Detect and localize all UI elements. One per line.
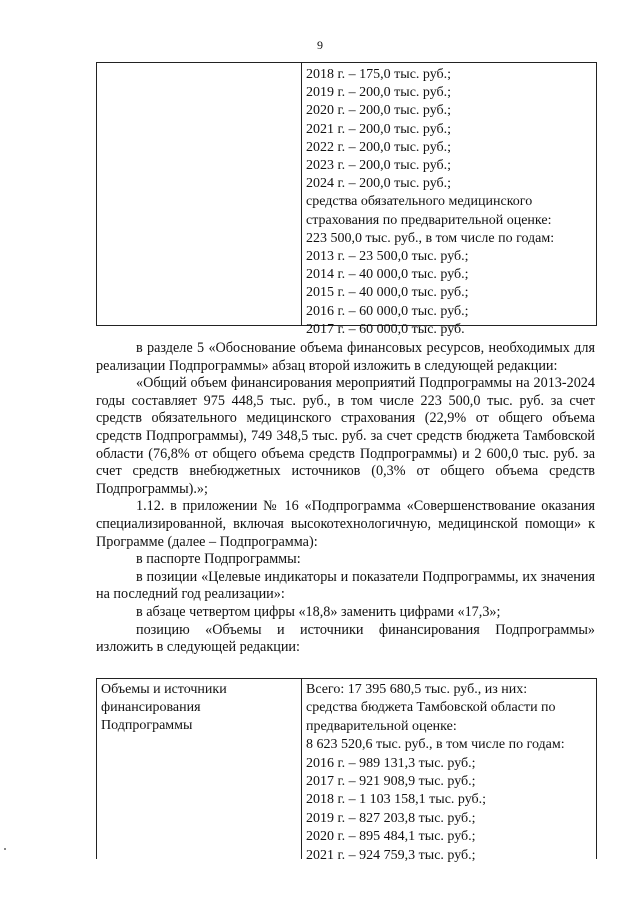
table-line: 2018 г. – 1 103 158,1 тыс. руб.; — [306, 792, 487, 808]
table-right-cell — [306, 66, 590, 339]
table-line: 2020 г. – 200,0 тыс. руб.; — [306, 103, 452, 119]
table-line: 2017 г. – 60 000,0 тыс. руб. — [306, 321, 465, 337]
table-line: Подпрограммы — [101, 718, 193, 733]
table-line: 2024 г. – 200,0 тыс. руб.; — [306, 176, 452, 192]
table-line: 2014 г. – 40 000,0 тыс. руб.; — [306, 267, 469, 283]
paragraph-item-1-12: 1.12. в приложении № 16 «Подпрограмма «Совершенствование оказания специализированной, включая высокотехнологичную, медицинской помощи» к Программе (далее – Подпрограмма): — [96, 498, 595, 550]
table-line: страхования по предварительной оценке: — [306, 212, 552, 228]
paragraph-passport: в паспорте Подпрограммы: — [136, 551, 301, 568]
table-line: 8 623 520,6 тыс. руб., в том числе по годам: — [306, 737, 565, 753]
table-column-divider — [301, 63, 302, 325]
table-line: 2021 г. – 924 759,3 тыс. руб.; — [306, 847, 476, 863]
paragraph-quote: «Общий объем финансирования мероприятий Подпрограммы на 2013-2024 годы составляет 975 448,5 тыс. руб., в том числе 223 500,0 тыс. руб. за счет средств обязательного медицинского страхования (22,9% от общего объема средств Подпрограммы), 749 348,5 тыс. руб. за счет средств бюджета Тамбовской области (76,8% от общего объема средств Подпрограммы) и 2 600,0 тыс. руб. за счет средств внебюджетных источников (0,3% от общего объема средств Подпрограммы).»; — [96, 375, 595, 497]
table-column-divider — [301, 679, 302, 859]
paragraph-replace-digits: в абзаце четвертом цифры «18,8» заменить цифрами «17,3»; — [136, 603, 501, 620]
table-line: 2022 г. – 200,0 тыс. руб.; — [306, 139, 452, 155]
table-line: 2021 г. – 200,0 тыс. руб.; — [306, 121, 452, 137]
paragraph-position-indicators: в позиции «Целевые индикаторы и показатели Подпрограммы, их значения на последний год реализации»: — [96, 568, 595, 603]
table-line: 2016 г. – 989 131,3 тыс. руб.; — [306, 755, 476, 771]
table-right-cell — [306, 681, 590, 865]
funding-table-continued — [96, 62, 597, 337]
document-body — [96, 340, 595, 657]
table-line: финансирования — [101, 700, 201, 715]
table-line: средства обязательного медицинского — [306, 194, 533, 210]
table-line: 2018 г. – 175,0 тыс. руб.; — [306, 67, 452, 82]
table-line: 2019 г. – 200,0 тыс. руб.; — [306, 85, 452, 101]
table-line: 2015 г. – 40 000,0 тыс. руб.; — [306, 285, 469, 301]
paragraph-position-funding: позицию «Объемы и источники финансирования Подпрограммы» изложить в следующей редакции: — [96, 621, 595, 656]
page-number: 9 — [317, 38, 323, 52]
table-line: 2023 г. – 200,0 тыс. руб.; — [306, 158, 452, 174]
table-line: Объемы и источники — [101, 682, 227, 697]
table-left-cell — [101, 681, 297, 735]
table-line: 2019 г. – 827 203,8 тыс. руб.; — [306, 810, 476, 826]
table-line: 2017 г. – 921 908,9 тыс. руб.; — [306, 774, 476, 790]
scan-speck — [4, 848, 6, 850]
table-line: 2020 г. – 895 484,1 тыс. руб.; — [306, 829, 476, 845]
table-line: Всего: 17 395 680,5 тыс. руб., из них: — [306, 682, 528, 697]
table-line: 2016 г. – 60 000,0 тыс. руб.; — [306, 303, 469, 319]
table-line: предварительной оценке: — [306, 718, 457, 734]
table-line: 223 500,0 тыс. руб., в том числе по годам: — [306, 230, 555, 246]
funding-table-new — [96, 678, 597, 863]
paragraph-section5: в разделе 5 «Обоснование объема финансовых ресурсов, необходимых для реализации Подпрограммы» абзац второй изложить в следующей редакции: — [96, 340, 595, 374]
table-line: 2013 г. – 23 500,0 тыс. руб.; — [306, 249, 469, 265]
table-line: средства бюджета Тамбовской области по — [306, 700, 556, 716]
